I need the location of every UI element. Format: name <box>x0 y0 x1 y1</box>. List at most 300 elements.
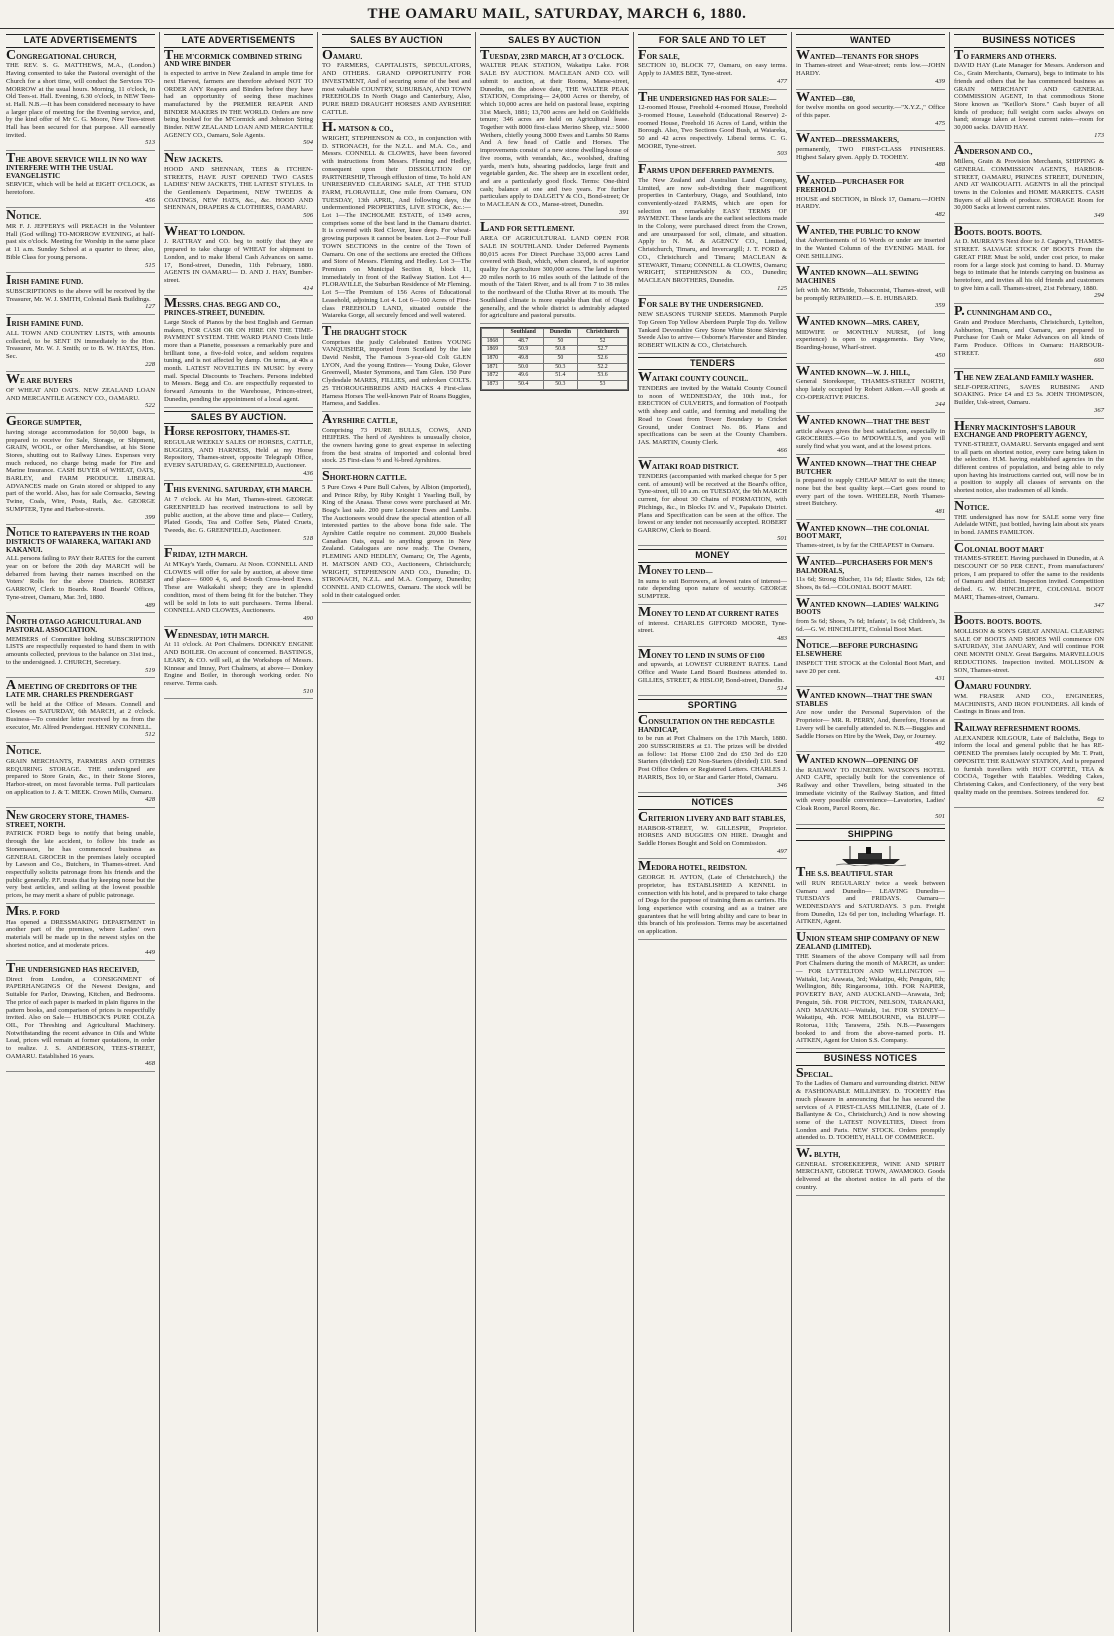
ad-body: THE REV. S. G. MATTHEWS, M.A., (London.) Having consented to take the Pastoral oversight of the Church for a short time, will conduct the Services TO-MORROW at the usual hours. Morning, 11 o'clock, in Old Tees-st. Hall. Evening, 6.30 o'clock, in NEW Tees-st. Hall. N.B.—It has been considered necessary to have a larger place of meeting for the Evening service, and, by the kind offer of Mr C. G. Moore, New Tees-street Hall has been secured for that purpose. All earnestly invited. <box>6 62 155 139</box>
ad-number: 346 <box>777 781 787 789</box>
ad-body: To the Ladies of Oamaru and surrounding district. NEW & FASHIONABLE MILLINERY. D. TOOHEY Has much pleasure in announcing that he has secured the services of A FIRST-CLASS MILLINER, (Late of J. Ballantyne & Co., Christchurch,) And is now showing some of the LATEST NOVELTIES, Direct from London and Paris. NEW STOCK. Orders promptly attended to. D. TOOHEY, HALL OF COMMERCE. <box>796 1080 945 1142</box>
table-cell: 1871 <box>482 363 504 372</box>
ad-body: permanently, TWO FIRST-CLASS FINISHERS. Highest Salary given. Apply D. TOOHEY. <box>796 146 945 161</box>
ad-body: is prepared to supply CHEAP MEAT to suit the times; none but the best quality kept.—Cart goes round to every part of the town. WHEELER, North Thames-street Butchery. <box>796 477 945 508</box>
section-heading: SPORTING <box>638 699 787 713</box>
advertisement <box>638 47 787 90</box>
advertisement <box>322 469 471 603</box>
ad-body: General Storekeeper, THAMES-STREET NORTH, shop lately occupied by Robert Aitken.—All goods at CO-OPERATIVE PRICES. <box>796 378 945 401</box>
advertisement <box>796 363 945 414</box>
ad-title: NOTICE. <box>6 208 42 224</box>
column-6 <box>792 32 950 1632</box>
ad-body: At M'Kay's Yards, Oamaru. At Noon. CONNELL AND CLOWES will offer for sale by auction, at above time and place— 6000 4, 6, and 8-tooth Cross-bred Ewes. These are Waikakahi sheep; they are in splendid condition, most of them being fit for the butcher. They will be sold in lots to suit purchasers. Terms liberal. CONNELL AND CLOWES, Auctioneers. <box>164 561 313 615</box>
table-cell: 1870 <box>482 355 504 364</box>
table-cell: 53 <box>578 381 628 390</box>
advertisement <box>638 370 787 458</box>
advertisement <box>796 1146 945 1196</box>
ad-body: TYNE-STREET, OAMARU. Servants engaged and sent to all parts on shortest notice, every care being taken in the selection. H.M. having established agencies in the different centres of population, and being able to rely upon having his instructions carried out, will now be in a position to supply all classes of servants on the shortest notice, also tradesmen of all kinds. <box>954 440 1104 495</box>
ad-body: MEMBERS of Committee holding SUBSCRIPTION LISTS are respectfully requested to hand them in with amounts collected, previous to the balance on 31st inst., to the undersigned. J. CHURCH, Secretary. <box>6 635 155 666</box>
ad-title: WANTED KNOWN—MRS. CAREY, <box>796 313 920 329</box>
section-heading: MONEY <box>638 549 787 563</box>
ad-title: THE UNDERSIGNED HAS RECEIVED, <box>6 961 139 977</box>
table-cell: 1872 <box>482 372 504 381</box>
ad-number: 513 <box>145 139 155 147</box>
ad-title: RAILWAY REFRESHMENT ROOMS. <box>954 720 1081 736</box>
ad-number: 489 <box>145 601 155 609</box>
advertisement <box>638 604 787 647</box>
ad-number: 492 <box>935 740 945 748</box>
table-cell: 49.8 <box>503 355 543 364</box>
ad-body: to be run at Port Chalmers on the 17th March, 1880. 200 SUBSCRIBERS at £1. The prizes will be divided as follow: 1st Horse £100 2nd do £50 3rd do £20 Starters (divided) £20 Non-Starters (divided) £10. Send Post Office Orders or Registered Letters. CHARLES J. HARRIS, Box 10, or Star and Garter Hotel, Oamaru. <box>638 735 787 781</box>
ad-number: 518 <box>303 534 313 542</box>
ad-title: NOTICE. <box>954 498 990 514</box>
ad-title: NEW JACKETS. <box>164 151 223 167</box>
column-5 <box>634 32 792 1632</box>
ad-title: GEORGE SUMPTER, <box>6 414 82 430</box>
ad-body: article always gives the best satisfaction, especially in GROCERIES.—Go to M'DOWELL'S, and you will surely find what you want, and at the lowest prices. <box>796 427 945 451</box>
advertisement <box>638 89 787 163</box>
table-cell: 50.8 <box>543 346 577 355</box>
advertisement <box>6 273 155 315</box>
ad-number: 228 <box>145 360 155 368</box>
advertisement <box>164 626 313 700</box>
ad-body: WRIGHT, STEPHENSON & CO., in conjunction with D. STRONACH, for the N.Z.L. and M.A. Co., and Messrs. CONNELL & CLOWES, have been favored with instructions from Messrs. Fleming and Hedley, consequent upon their DISSOLUTION OF PARTNERSHIP, Through effluxion of time, To hold AN UNRESERVED CLEARING SALE, AT THE STUD FARM, FLORAVILLE, One mile from Oamaru, ON TUESDAY, 13th APRIL, And following days, the undermentioned PROPERTIES, LIVE STOCK, &c.:— Lot 1—The INCHOLME ESTATE, of 1349 acres, comprises some of the best land in the Oamaru district. It is covered with Red Clover, knee deep. For wheat-growing purposes it cannot be beaten. Lot 2—Four Full TOWN SECTIONS in the centre of the Town of Oamaru. On one of the sections are erected the Offices and Store of Messrs. Fleming and Hedley. Lot 3—The Premium on Municipal Section 8, block 11, immediately in front of the Railway Station. Lot 4—FLORAVILLE, the Suburban Residence of Mr Fleming. Lot 5—The Premium of 156 Acres of Educational Leasehold, adjoining Lot 4. Lot 6—100 Acres of First-class FREEHOLD LAND, situated outside the Waiareka Gorge, all securely fenced and well watered. <box>322 135 471 320</box>
advertisement <box>638 646 787 697</box>
table-row <box>482 337 628 346</box>
section-heading: BUSINESS NOTICES <box>954 34 1104 48</box>
ad-body: for twelve months on good security.—"X.Y.Z.," Office of this paper. <box>796 104 945 119</box>
ad-title: COLONIAL BOOT MART <box>954 540 1044 556</box>
ad-number: 501 <box>935 812 945 820</box>
table-cell: 50.3 <box>543 363 577 372</box>
ad-title: THE S.S. BEAUTIFUL STAR <box>796 865 893 881</box>
advertisement <box>954 304 1104 369</box>
ad-title: WANTED KNOWN—W. J. HILL, <box>796 363 910 379</box>
ad-number: 519 <box>145 666 155 674</box>
ad-title: WAITAKI COUNTY COUNCIL. <box>638 370 749 386</box>
advertisement <box>164 481 313 546</box>
advertisement <box>322 47 471 121</box>
steamship-icon <box>796 844 945 866</box>
ad-body: MOLLISON & SON'S GREAT ANNUAL CLEARING SALE OF BOOTS AND SHOES Will commence ON SATURDAY, 31st JANUARY, And will continue FOR ONE MONTH ONLY. Great Bargains. MARVELLOUS REDUCTIONS. Inspection invited. MOLLISON & SON, Thames-street. <box>954 628 1104 674</box>
table-row <box>482 372 628 381</box>
advertisement <box>480 220 629 323</box>
advertisement <box>6 743 155 808</box>
table-cell: 50.4 <box>503 381 543 390</box>
ad-title: MONEY TO LEND AT CURRENT RATES <box>638 604 779 620</box>
ad-title: WANTED—PURCHASERS FOR MEN'S BALMORALS, <box>796 553 933 575</box>
ad-title: HENRY MACKINTOSH'S LABOUR EXCHANGE AND PROPERTY AGENCY, <box>954 418 1087 440</box>
ad-number: 504 <box>303 139 313 147</box>
advertisement <box>796 47 945 90</box>
ad-body: In sums to suit Borrowers, at lowest rates of interest—rate depending upon nature of security. GEORGE SUMPTER. <box>638 577 787 601</box>
advertisement <box>6 372 155 414</box>
ad-title: IRISH FAMINE FUND. <box>6 315 83 331</box>
ad-title: BOOTS. BOOTS. BOOTS. <box>954 613 1042 629</box>
ad-body: ALL persons failing to PAY their RATES for the current year on or before the 20th day MARCH will be debarred from having their names inscribed on the Voters' Rolls for the above Districts. ROBERT GARROW, Clerk to Boards. Road Boards' Offices, Tyne-street, Oamaru, Mar. 3rd, 1880. <box>6 555 155 601</box>
ad-number: 294 <box>1094 292 1104 300</box>
advertisement <box>796 930 945 1049</box>
advertisement <box>796 553 945 596</box>
columns-container <box>2 32 1112 1632</box>
advertisement <box>164 47 313 151</box>
ad-body: Millers, Grain & Provision Merchants, SHIPPING & GENERAL COMMISSION AGENTS, HARBOR-STREET, OAMARU, PRINCES STREET, DUNEDIN, AND AT WAIKOUAITI. AGENTS in all the principal towns in the Colonies and HOME MARKETS. CASH Buyers of all kinds of produce. STORAGE Room for 30,000 Sacks at lowest current rates. <box>954 158 1104 212</box>
advertisement <box>796 413 945 455</box>
section-heading: FOR SALE AND TO LET <box>638 34 787 48</box>
ad-number: 399 <box>145 513 155 521</box>
table-cell: 52.7 <box>578 346 628 355</box>
ad-number: 515 <box>145 261 155 269</box>
ad-body: HARBOR-STREET, W. GILLESPIE, Proprietor. HORSES AND BUGGIES ON HIRE. Draught and Saddle Horses Bought and Sold on Commission. <box>638 824 787 848</box>
advertisement <box>954 720 1104 808</box>
advertisement <box>638 296 787 353</box>
ad-title: WANTED KNOWN—THAT THE BEST <box>796 413 930 429</box>
ad-body: 12-roomed House, Freehold 4-roomed House, Freehold 3-roomed House, Leasehold (Educational Reserve) 2-roomed House, Freehold 16 Acres of Land, within the Borough. Also, Two Sections Good Bush, at Waiareka, 50 and 42 acres respectively. Liberal terms. C. G. MOORE, Tyne-street. <box>638 104 787 150</box>
ad-title: UNION STEAM SHIP COMPANY OF NEW ZEALAND (LIMITED). <box>796 930 940 951</box>
table-cell: 53.6 <box>578 372 628 381</box>
section-heading: SALES BY AUCTION <box>322 34 471 48</box>
ad-title: THE NEW ZEALAND FAMILY WASHER. <box>954 369 1094 385</box>
ad-title: TUESDAY, 23RD MARCH, AT 3 O'CLOCK. <box>480 47 624 63</box>
ad-title: OAMARU. <box>322 47 363 63</box>
advertisement <box>6 414 155 525</box>
ad-title: IRISH FAMINE FUND. <box>6 273 83 289</box>
ad-body: WM. FRASER AND CO., ENGINEERS, MACHINISTS, AND IRON FOUNDERS. All kinds of Castings in Brass and Iron. <box>954 692 1104 716</box>
table-cell: 49.6 <box>503 372 543 381</box>
table-row <box>482 363 628 372</box>
ad-body: having storage accommodation for 50,000 bags, is prepared to receive for Sale, Storage, or Shipment, GRAIN, WOOL, or other Merchandise, at his Stone Stores, shutting out to Railway Lines. Expenses very much reduced, no charge being made for Fire and Marine Insurance. CASH BUYER of WHEAT, OATS, BARLEY, and FARM PRODUCE. LIBERAL ADVANCES made on Grain stored or shipped to any part of the world. Also, has for sale Cornsacks, Sewing Twine, Coals, Wire, Posts, Rails, &c. GEORGE SUMPTER, Tyne and Harbor-streets. <box>6 428 155 513</box>
advertisement <box>638 809 787 860</box>
ad-body: is expected to arrive in New Zealand in ample time for next Harvest, farmers are therefore advised NOT TO ORDER ANY Reapers and Binders before they have had an opportunity of seeing these machines manufactured by the PREMIER REAPER AND BINDER MAKERS IN THE WORLD. Orders are now being booked for the M'Cormick and Johnston String Binder. NEW ZEALAND LOAN AND MERCANTILE AGENCY CO., Oamaru, Sole Agents. <box>164 70 313 139</box>
advertisement <box>6 47 155 151</box>
advertisement <box>638 563 787 605</box>
advertisement <box>796 131 945 173</box>
advertisement <box>796 687 945 752</box>
ad-title: LAND FOR SETTLEMENT. <box>480 220 575 236</box>
ad-body: left with Mr. M'Bride, Tobacconist, Thames-street, will be promptly REPAIRED.—S. E. HUBBARD. <box>796 286 945 302</box>
advertisement <box>6 151 155 208</box>
ad-title: OAMARU FOUNDRY. <box>954 678 1032 694</box>
ad-number: 522 <box>145 402 155 410</box>
ad-number: 468 <box>145 1060 155 1068</box>
advertisement <box>6 808 155 904</box>
advertisement <box>954 418 1104 499</box>
ad-title: WEDNESDAY, 10TH MARCH. <box>164 626 269 642</box>
table-cell: 50.0 <box>503 363 543 372</box>
ad-number: 347 <box>1094 601 1104 609</box>
advertisement <box>6 613 155 678</box>
ad-title: NORTH OTAGO AGRICULTURAL AND PASTORAL ASSOCIATION. <box>6 613 142 634</box>
advertisement <box>796 454 945 520</box>
ad-number: 512 <box>145 731 155 739</box>
ad-title: THE UNDERSIGNED HAS FOR SALE:— <box>638 89 777 105</box>
table-row <box>482 355 628 364</box>
ad-title: WANTED KNOWN—LADIES' WALKING BOOTS <box>796 595 939 617</box>
ad-body: SELF-OPERATING, SAVES RUBBING AND SOAKING. Price £4 and £3 5s. JOHN THOMPSON, Builder, Usk-street, Oamaru. <box>954 383 1104 407</box>
ad-body: THE undersigned has now for SALE some very fine Adelaide WINE, just bottled, having lain about six years in bond. JAMES FAMILTON. <box>954 513 1104 536</box>
ad-body: MR F. J. JEFFERYS will PREACH in the Volunteer Hall (God willing) TO-MORROW EVENING, at half-past six o'clock. Meeting for Worship in the same place at 11 a.m. Sunday School at a quarter to three; also, Bible Class for young persons. <box>6 223 155 261</box>
ad-title: WANTED KNOWN—THAT THE CHEAP BUTCHER <box>796 454 937 476</box>
ad-body: Thames-street, is by far the CHEAPEST in Oamaru. <box>796 542 935 550</box>
section-heading: BUSINESS NOTICES <box>796 1052 945 1066</box>
advertisement <box>796 89 945 132</box>
ad-body: 5 Pure Cows 4 Pure Bull Calves, by Albion (imported), and Prince Riby, by Riby Knight 1 Yearling Bull, by King of the Anasa. These cows were purchased at Mr. Boag's last sale. 200 pure Leicester Ewes and Lambs. The Auctioneers would draw the special attention of all interested parties to the above bona fide sale. The Ayrshire Cattle require no comment. 20,000 Bushels Canadian Oats, equal to anything grown in New Zealand. Catalogues are now ready. The Owners, FLEMING AND HEDLEY, Oamaru; Or, The Agents, H. MATSON AND CO., Auctioneers, Christchurch; WRIGHT, STEPHENSON AND CO., Dunedin; D. STRONACH, N.Z.L. and M.A. Company, Dunedin; CONNEL AND CLOWES, Oamaru. The stock will be sold in their catalogued order. <box>322 483 471 599</box>
column-4 <box>476 32 634 1632</box>
advertisement <box>638 859 787 939</box>
ad-body: and upwards, at LOWEST CURRENT RATES. Land Office and Waste Land Board Business attended to. GILLIES, STREET, & HISLOP, Bond-street, Dunedin. <box>638 661 787 684</box>
column-2 <box>160 32 318 1632</box>
advertisement <box>796 637 945 687</box>
ad-body: SERVICE, which will be held at EIGHT O'CLOCK, as heretofore. <box>6 181 155 196</box>
advertisement <box>954 540 1104 614</box>
ad-number: 439 <box>935 77 945 85</box>
ad-title: MONEY TO LEND IN SUMS OF £100 <box>638 646 765 662</box>
ad-number: 431 <box>935 675 945 683</box>
advertisement <box>638 162 787 296</box>
ad-title: AYRSHIRE CATTLE, <box>322 411 398 427</box>
ad-number: 456 <box>145 196 155 204</box>
ad-title: P. CUNNINGHAM AND CO., <box>954 304 1052 320</box>
ad-body: that Advertisements of 16 Words or under are inserted in the Wanted Column of the EVENING MAIL for ONE SHILLING. <box>796 237 945 260</box>
ad-body: OF WHEAT AND OATS. NEW ZEALAND LOAN AND MERCANTILE AGENCY CO., OAMARU. <box>6 387 155 402</box>
ad-title: SPECIAL. <box>796 1065 833 1081</box>
ad-number: 391 <box>619 208 629 216</box>
ad-body: 11s 6d; Strong Blucher, 11s 6d; Elastic Sides, 12s 6d; Shoes, 8s 6d.—COLONIAL BOOT MART. <box>796 576 945 591</box>
ad-title: WANTED KNOWN—OPENING OF <box>796 751 919 767</box>
column-3 <box>318 32 476 1632</box>
ad-number: 501 <box>777 534 787 542</box>
ad-number: 510 <box>303 687 313 695</box>
table-cell: 52.6 <box>578 355 628 364</box>
advertisement <box>164 151 313 224</box>
advertisement <box>796 865 945 930</box>
advertisement <box>164 223 313 297</box>
ad-number: 475 <box>935 119 945 127</box>
ad-body: GRAIN MERCHANTS, FARMERS AND OTHERS REQUIRING STORAGE. THE undersigned are prepared to Store Grain, &c., in their Stone Stores, Harbor-street, on most favorable terms. Full particulars on application to J. & T. MEEK. Crown Mills, Oamaru. <box>6 757 155 796</box>
ad-number: 503 <box>777 150 787 158</box>
advertisement <box>6 961 155 1072</box>
section-heading: WANTED <box>796 34 945 48</box>
ad-title: FOR SALE BY THE UNDERSIGNED. <box>638 296 763 312</box>
ad-title: THE DRAUGHT STOCK <box>322 323 407 339</box>
section-heading: NOTICES <box>638 796 787 810</box>
ad-body: GENERAL STOREKEEPER, WINE AND SPIRIT MERCHANT, GEORGE TOWN, AWAMOKO. Goods delivered at the shortest notice in all parts of the country. <box>796 1160 945 1191</box>
ad-body: ALL TOWN AND COUNTRY LISTS, with amounts collected, to be SENT IN immediately to the Hon. Treasurer, Mr. W. J. Smith; or to B. W. HAYES, Hon. Sec. <box>6 329 155 360</box>
ad-body: of interest. CHARLES GIFFORD MOORE, Tyne-street. <box>638 619 787 635</box>
ad-title: FARMS UPON DEFERRED PAYMENTS. <box>638 162 774 178</box>
section-heading: SHIPPING <box>796 828 945 842</box>
ad-title: H. MATSON & CO., <box>322 120 394 136</box>
table-cell: 52.2 <box>578 363 628 372</box>
ad-title: NOTICE. <box>6 743 42 759</box>
ad-number: 436 <box>303 469 313 477</box>
ad-number: 428 <box>145 796 155 804</box>
ad-body: The New Zealand and Australian Land Company, Limited, are now sub-dividing their magnificent properties in Canterbury, Otago, and Southland, into conveniently-sized FARMS, which are open for selection on remarkably EASY TERMS OF PAYMENT. These lands are the earliest selections made in the Colony, were purchased direct from the Crown, and are unsurpassed for soil, climate, and situation. Apply to N. M. & AGENCY CO., Limited, Christchurch, Timaru, and Invercargill; J. T. FORD & CO., Christchurch and Timaru; MACLEAN & STEWART, Timaru; CONNELL & CLOWES, Oamaru; WRIGHT, STEPHENSON & CO., Dunedin; MACLEAN BROTHERS, Dunedin. <box>638 176 787 284</box>
table-cell: 50.3 <box>543 381 577 390</box>
advertisement <box>796 264 945 314</box>
table-header-cell: Southland <box>503 328 543 337</box>
ad-body: J. RATTRAY and CO. beg to notify that they are prepared to take charge of WHEAT for shipment to London, and to make liberal Cash Advances on same. 17, Bond-street, Dunedin, 11th February, 1880. AGENTS IN OAMARU— D. AND J. HAY, Bumber-street. <box>164 238 313 284</box>
ad-body: TENDERS (accompanied with marked cheque for 5 per cent. of amount) will be received at the Board's office, Tyne-street, till 10 a.m. on TUESDAY, the 9th MARCH current, for about 30 Chains of FORMATION, with Pitchings, &c., in Blocks IV. and V., Papakaio District. Plans and Specification can be seen at the office. The lowest or any tender not necessarily accepted. ROBERT GARROW, Clerk to Board. <box>638 473 787 534</box>
ad-body: INSPECT THE STOCK at the Colonial Boot Mart, and save 20 per cent. <box>796 659 945 675</box>
ad-number: 367 <box>1094 406 1104 414</box>
ad-number: 477 <box>777 77 787 85</box>
ad-body: MIDWIFE or MONTHLY NURSE, (of long experience) is open to engagements. Bay View, Boarding-house, Wharf-street. <box>796 328 945 352</box>
advertisement <box>796 595 945 638</box>
table-header-cell <box>482 328 504 337</box>
ad-body: Grain and Produce Merchants, Christchurch, Lyttelton, Ashburton, Timaru, and Oamaru, are prepared to Purchase for Cash or Make Advances on all kinds of Farm Produce. Offices in Oamaru: HARBOUR-STREET. <box>954 318 1104 357</box>
ad-body: PATRICK FORD begs to notify that being unable, through the late accident, to follow his trade as Stonemason, he has commenced business as GENERAL GROCER in the premises lately occupied by Lawson and Co., Butchers, in Thames-street. And respectfully solicits patronage from his friends and the public generally. P.F. trusts that by keeping none but the very best articles, and selling at the lowest possible prices, he may merit a share of public patronage. <box>6 830 155 900</box>
ad-title: BOOTS. BOOTS. BOOTS. <box>954 223 1042 239</box>
advertisement <box>322 411 471 469</box>
ad-number: 660 <box>1094 357 1104 365</box>
advertisement <box>796 519 945 554</box>
advertisement <box>638 458 787 546</box>
advertisement <box>6 208 155 273</box>
ad-title: THIS EVENING. SATURDAY, 6TH MARCH. <box>164 481 312 497</box>
ad-title: WANTED—DRESSMAKERS, <box>796 131 899 147</box>
ad-number: 450 <box>935 351 945 359</box>
advertisement <box>796 751 945 825</box>
ad-body: from 5s 6d; Shoes, 7s 6d; Infants', 1s 6d; Children's, 3s 6d.—G. W. HINCHLIFFE, Colonial Boot Mart. <box>796 618 945 633</box>
table-row <box>482 346 628 355</box>
ad-number: 173 <box>1094 131 1104 139</box>
advertisement <box>6 525 155 613</box>
advertisement <box>480 47 629 221</box>
ad-title: NOTICE.—BEFORE PURCHASING ELSEWHERE <box>796 637 918 659</box>
ad-body: Large Stock of Pianos by the best English and German makers, FOR CASH OR ON HIRE ON THE TIME-PAYMENT SYSTEM. THE WARD PIANO Costs little more than a Pianette, possesses a remarkably pure and brilliant tone, a five-fold voice, and seldom requires tuning, and is not affected by damp. On terms, at 40s a month. LATEST NOVELTIES IN MUSIC by every mail. Special Discounts to Teachers. Persons indebted to Messrs. Begg and Co. are respectfully requested to forward Amounts to the Warehouse, Princes-street, Dunedin, pending the appointment of a local agent. <box>164 318 313 403</box>
ad-body: TO FARMERS, CAPITALISTS, SPECULATORS, AND OTHERS. GRAND OPPORTUNITY FOR INVESTMENT, And of securing some of the best and most valuable COUNTRY, SUBURBAN, AND TOWN FREEHOLDS In North Otago and Canterbury, Also, PURE BRED DRAUGHT HORSES AND AYRSHIRE CATTLE. <box>322 62 471 116</box>
advertisement <box>164 424 313 481</box>
ad-title: WANTED—£80, <box>796 89 855 105</box>
section-heading: SALES BY AUCTION <box>480 34 629 48</box>
ad-number: 497 <box>777 847 787 855</box>
ad-number: 449 <box>145 949 155 957</box>
masthead-title: THE OAMARU MAIL, SATURDAY, MARCH 6, 1880. <box>0 0 1114 29</box>
advertisement <box>954 223 1104 304</box>
ad-title: WANTED KNOWN—THE COLONIAL BOOT MART, <box>796 519 929 541</box>
ad-title: FRIDAY, 12TH MARCH. <box>164 546 248 562</box>
ad-number: 414 <box>303 284 313 292</box>
ad-body: NEW SEASONS TURNIP SEEDS. Mammoth Purple Top Green Top Yellow Aberdeen Purple Top do. Yellow Tankard Devonshire Grey Stone White Stone Skirving Swede Also to arrive— Osborne's Harvester and Binder. ROBERT WILKIN & CO., Christchurch. <box>638 311 787 349</box>
ad-title: MESSRS. CHAS. BEGG AND CO., PRINCES-STREET, DUNEDIN. <box>164 296 281 318</box>
advertisement <box>164 546 313 626</box>
ad-body: HOUSE and SECTION, in Block 17, Oamaru.—JOHN HARDY. <box>796 195 945 211</box>
table-cell: 50 <box>543 355 577 364</box>
ad-title: NEW GROCERY STORE, THAMES-STREET, NORTH. <box>6 808 130 829</box>
ad-number: 490 <box>303 615 313 622</box>
advertisement <box>796 173 945 223</box>
advertisement <box>954 143 1104 223</box>
ad-title: CONGREGATIONAL CHURCH, <box>6 47 117 63</box>
section-heading: LATE ADVERTISEMENTS <box>164 34 313 48</box>
ad-body: Are now under the Personal Supervision of the Proprietor— MR. R. PERRY, And, therefore, Horses at Livery will be carefully attended to. N.B.—Buggies and Saddle Horses on Hire by the Week, Day, or Journey. <box>796 709 945 740</box>
table-cell: 1869 <box>482 346 504 355</box>
advertisement <box>954 498 1104 541</box>
ad-number: 349 <box>1094 212 1104 220</box>
ad-body: Comprises the justly Celebrated Entires YOUNG VANQUISHER, imported from Scotland by the late David Nesbit, The Famous 3-year-old Colt GLEN LYON, And the young Entires— Young Duke, Glover Greenwell, Master Symmons, and Tam Glen. 150 Pure Clydesdale MARES, FILLIES, and unbroken COLTS. 25 THOROUGHBREDS AND HACKS 4 First-class Harness Horses The well-known Pair of Roans Buggies, Harness, and Saddles. <box>322 338 471 408</box>
table-row <box>482 381 628 390</box>
ad-body: GEORGE H. AYTON, (Late of Christchurch,) the proprietor, has ESTABLISHED A KENNEL in connection with his hotel, and is prepared to take charge of Dogs for the purpose of training them as carriers. His long experience with coursing and as a trainer are guarantees that he will bring ability and care to bear in this branch of his profession. Terms may be ascertained on application. <box>638 874 787 936</box>
table-cell: 50.9 <box>503 346 543 355</box>
ad-title: WHEAT TO LONDON. <box>164 223 245 239</box>
ad-title: WANTED KNOWN—THAT THE SWAN STABLES <box>796 687 933 708</box>
ad-number: 359 <box>935 302 945 310</box>
ad-title: TO FARMERS AND OTHERS. <box>954 47 1057 63</box>
ad-title: A MEETING OF CREDITORS OF THE LATE MR. CHARLES PRENDERGAST <box>6 678 137 699</box>
advertisement <box>954 613 1104 678</box>
ad-number: 483 <box>777 635 787 642</box>
ad-body: the RAILWAY TO DUNEDIN. WATSON'S HOTEL AND CAFE, specially built for the convenience of Railway and other Travellers, being situated in the immediate vicinity of the Railway Station, and fitted with every possible convenience—Lavatories, Ladies' Cloak Room, Parcel Room, &c. <box>796 766 945 813</box>
ad-body: will be held at the Office of Messrs. Connell and Clowes on SATURDAY, 6th MARCH, at 2 o'clock. Business—To consider letter received by ns from the executor, Mr. Alfred Prendergast. HENRY CONNELL. <box>6 700 155 731</box>
table-header-cell: Dunedin <box>543 328 577 337</box>
ad-title: CRITERION LIVERY AND BAIT STABLES, <box>638 809 786 825</box>
climate-table <box>480 327 629 391</box>
advertisement <box>954 369 1104 419</box>
table-cell: 48.7 <box>503 337 543 346</box>
ad-body: THAMES-STREET. Having purchased in Dunedin, at A DISCOUNT OF 50 PER CENT., From manufacturers' prices, I am prepared to offer the same to the residents of Oamaru and district. Inspection invited. Competition defied. G. W. HINCHLIFFE, COLONIAL BOOT MART, Thames-street, Oamaru. <box>954 555 1104 601</box>
ad-number: 127 <box>145 303 155 311</box>
ad-number: 125 <box>777 284 787 292</box>
ad-title: FOR SALE, <box>638 47 680 63</box>
table-cell: 51.4 <box>543 372 577 381</box>
advertisement <box>164 296 313 407</box>
ad-number: 488 <box>935 161 945 169</box>
ad-body: SECTION 10, BLOCK 77, Oamaru, on easy terms. Apply to JAMES BEE, Tyne-street. <box>638 62 787 78</box>
ad-title: W. BLYTH, <box>796 1146 841 1162</box>
ad-body: Direct from London, a CONSIGNMENT of PAPERHANGINGS Of the Newest Designs, and Suitable for Parlor, Drawing, Kitchen, and Bedrooms. The price of each paper is marked in plain figures in the pattern books, and comparison of prices is respectfully invited. Also on Sale— HUBBOCK'S PURE COLZA OIL, For Threshing and Agricultural Machinery. Notwithstanding the recent advance in Oils and White Lead, prices will remain at former quotations, in order to realize. J. S. ANDERSON, TEES-STREET, OAMARU. Established 16 years. <box>6 975 155 1060</box>
ad-number: 244 <box>935 401 945 409</box>
ad-title: CONSULTATION ON THE REDCASTLE HANDICAP, <box>638 712 775 734</box>
ad-number: 62 <box>1097 796 1104 804</box>
ad-number: 514 <box>777 684 787 692</box>
ad-number: 482 <box>935 210 945 218</box>
ad-title: WANTED, THE PUBLIC TO KNOW <box>796 222 921 238</box>
table-header-cell: Christchurch <box>578 328 628 337</box>
ad-number: 466 <box>777 446 787 454</box>
ad-title: WAITAKI ROAD DISTRICT. <box>638 458 739 474</box>
ad-title: THE ABOVE SERVICE WILL IN NO WAY INTERFERE WITH THE USUAL EVANGELISTIC <box>6 151 147 180</box>
ad-body: At 7 o'clock. At his Mart, Thames-street. GEORGE GREENFIELD has received instructions to sell by public auction, at the above time and place— Cutlery, Plated Goods, Tea and Coffee Sets, Plated Cruets, Tweeds, &c. G. GREENFIELD, Auctioneer. <box>164 496 313 534</box>
ad-body: DAVID HAY (Late Manager for Messrs. Anderson and Co., Grain Merchants, Oamaru), begs to intimate to his friends and others that he has commenced business as GRAIN MERCHANT AND GENERAL COMMISSION AGENT, In that commodious Stone Store known as "Keillor's Store." Cash buyer of all kinds of produce; full weight corn sacks always on hand; storage taken at lowest current rates—room for 30,000 sacks. DAVID HAY. <box>954 62 1104 132</box>
ad-body: THE Steamers of the above Company will sail from Port Chalmers during the month of MARCH, as under:— FOR LYTTELTON AND WELLINGTON —Waitaki, 1st; Arawata, 3rd; Wakatipu, 4th; Penguin, 6th; Wellington, 8th; Ringarooma, 10th. FOR NAPIER, POVERTY BAY, AND AUCKLAND—Arawata, 3rd; Penguin, 5th. FOR PICTON, NELSON, TARANAKI, AND MANUKAU—Waitaki, 1st. FOR SYDNEY—Wakatipu, 4th. FOR MELBOURNE, via BLUFF—Rotorua, 11th; Tarawera, 25th. N.B.—Passengers booked to and from the above-named ports. H. AITKEN, Agent for Union S.S. Company. <box>796 952 945 1045</box>
advertisement <box>954 47 1104 144</box>
ad-number: 481 <box>935 508 945 516</box>
section-heading: TENDERS <box>638 357 787 371</box>
column-1 <box>2 32 160 1632</box>
advertisement <box>322 120 471 324</box>
advertisement <box>6 903 155 961</box>
ad-body: HOOD AND SHENNAN, TEES & ITCHEN-STREETS, HAVE JUST OPENED TWO CASES LADIES' NEW JACKETS, THE LATEST STYLES. In the Gentlemen's Department, NEW TWEEDS & COATINGS, NEW HATS, &c., &c. HOOD AND SHENNAN, DRAPERS & CLOTHIERS, OAMARU. <box>164 165 313 212</box>
section-heading: LATE ADVERTISEMENTS <box>6 34 155 48</box>
ad-body: Comprising 73 PURE BULLS, COWS, AND HEIFERS. The herd of Ayrshires is unusually choice, the owners having gone to great expense in selecting from the best strains of imported and colonial bred stock. 25 First-class ½ and ¾-bred Ayrshires. <box>322 426 471 465</box>
advertisement <box>796 313 945 364</box>
advertisement <box>954 678 1104 720</box>
ad-title: NOTICE TO RATEPAYERS IN THE ROAD DISTRICTS OF WAIAREKA, WAITAKI AND KAKANUI. <box>6 525 151 554</box>
ad-title: MRS. P. FORD <box>6 903 60 919</box>
ad-title: SHORT-HORN CATTLE. <box>322 469 407 485</box>
advertisement <box>6 315 155 372</box>
ad-body: AREA OF AGRICULTURAL LAND OPEN FOR SALE IN SOUTHLAND. Under Deferred Payments 80,015 acres For Direct Purchase 33,000 acres Land covered with Bush, which, when cleared, is of superior quality for Agriculture 300,000 acres. The land is from 20 miles north to 16 miles south of the latitude of the mouth of the Taieri River, and is all from 7 to 38 miles to the northward of the Clutha River at its mouth. The Southland climate is more equable than that of Otago generally, and the whole district is admirably adapted for agriculture and pastoral pursuits. <box>480 235 629 320</box>
column-7 <box>950 32 1108 1632</box>
ad-body: REGULAR WEEKLY SALES OF HORSES, CATTLE, BUGGIES, AND HARNESS, Held at my Horse Repository, Thames-street, opposite Telegraph Office, EVERY SATURDAY, G. GREENFIELD, Auctioneer. <box>164 438 313 470</box>
ad-body: SUBSCRIPTIONS to the above will be received by the Treasurer, Mr. W. J. SMITH, Colonial Bank Buildings. <box>6 287 155 303</box>
advertisement <box>796 222 945 265</box>
ad-body: Has opened a DRESSMAKING DEPARTMENT in another part of the premises, where Ladies' own materials will be made up in the newest styles on the shortest notice, and at moderate prices. <box>6 918 155 949</box>
ad-title: HORSE REPOSITORY, THAMES-ST. <box>164 424 290 440</box>
ad-title: WANTED—PURCHASER FOR FREEHOLD <box>796 173 905 194</box>
ad-body: in Thames-street and Wear-street; rents low.—JOHN HARDY. <box>796 62 945 78</box>
